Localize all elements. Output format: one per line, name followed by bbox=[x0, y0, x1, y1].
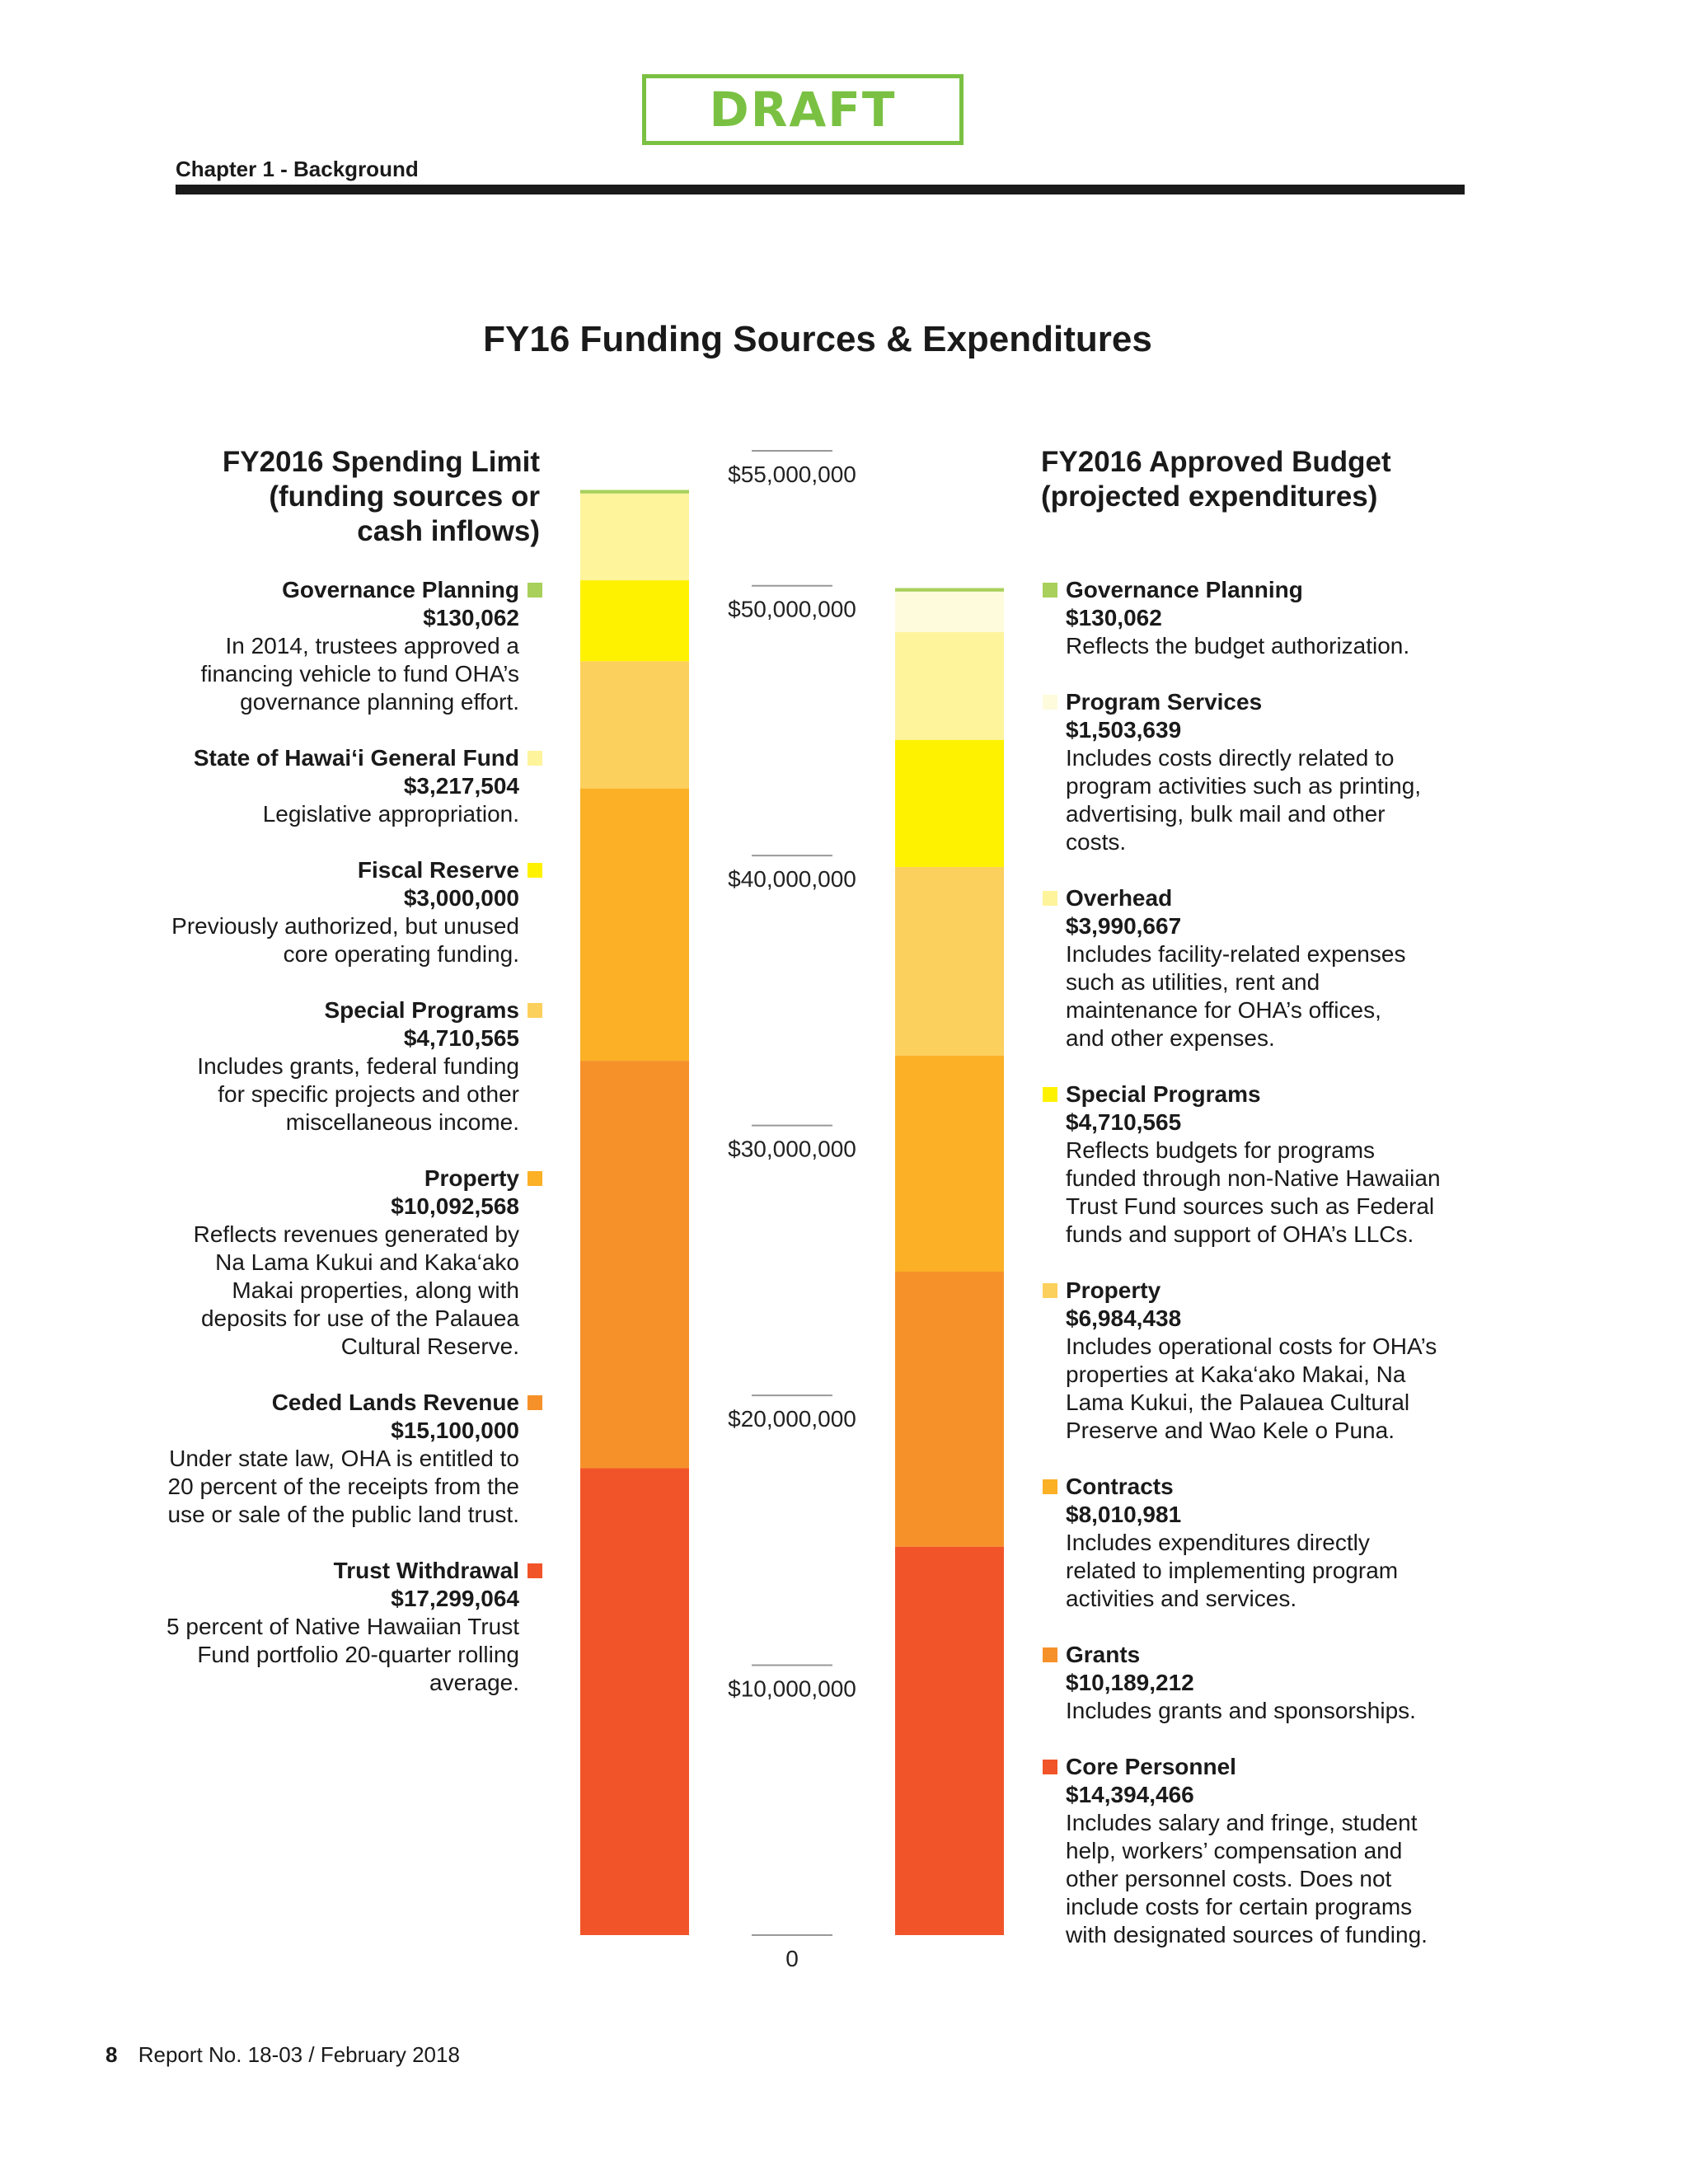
y-tick-label: $20,000,000 bbox=[728, 1406, 856, 1432]
legend-description: maintenance for OHA’s offices, bbox=[1066, 997, 1381, 1023]
left-legend-entry bbox=[58, 1165, 519, 1361]
left-bar-segment bbox=[580, 494, 689, 580]
legend-description: properties at Kaka‘ako Makai, Na bbox=[1066, 1361, 1406, 1387]
right-bar-segment bbox=[895, 1272, 1004, 1547]
legend-name: Governance Planning bbox=[282, 577, 519, 602]
legend-name: Governance Planning bbox=[1066, 577, 1303, 602]
right-bar-segment bbox=[895, 588, 1004, 592]
legend-description: such as utilities, rent and bbox=[1066, 969, 1320, 995]
legend-swatch bbox=[1043, 1647, 1057, 1662]
legend-amount: $15,100,000 bbox=[391, 1418, 519, 1443]
legend-description: help, workers’ compensation and bbox=[1066, 1838, 1403, 1863]
legend-swatch bbox=[1043, 695, 1057, 710]
report-reference: Report No. 18-03 / February 2018 bbox=[138, 2042, 460, 2067]
legend-description: costs. bbox=[1066, 829, 1127, 855]
legend-description: financing vehicle to fund OHA’s bbox=[200, 661, 519, 687]
legend-swatch bbox=[528, 863, 542, 878]
legend-description: Na Lama Kukui and Kaka‘ako bbox=[215, 1249, 519, 1275]
legend-swatch bbox=[1043, 1479, 1057, 1494]
y-tick-label: $50,000,000 bbox=[728, 596, 856, 622]
right-legend-entry bbox=[1066, 1473, 1527, 1613]
legend-description: Reflects budgets for programs bbox=[1066, 1137, 1376, 1163]
legend-amount: $130,062 bbox=[423, 605, 519, 630]
legend-swatch bbox=[528, 1395, 542, 1410]
left-legend-entry bbox=[58, 744, 519, 828]
legend-description: funds and support of OHA’s LLCs. bbox=[1066, 1221, 1414, 1247]
legend-description: Includes expenditures directly bbox=[1066, 1530, 1370, 1555]
page-footer bbox=[106, 2042, 460, 2068]
legend-description: Preserve and Wao Kele o Puna. bbox=[1066, 1418, 1395, 1443]
left-title-line: (funding sources or bbox=[269, 480, 540, 513]
left-bar-segment bbox=[580, 1061, 689, 1468]
legend-description: Includes facility-related expenses bbox=[1066, 941, 1406, 967]
left-bar-segment bbox=[580, 490, 689, 493]
legend-description: Includes operational costs for OHA’s bbox=[1066, 1333, 1437, 1359]
legend-description: funded through non-Native Hawaiian bbox=[1066, 1165, 1441, 1191]
legend-name: Fiscal Reserve bbox=[357, 857, 519, 883]
legend-amount: $4,710,565 bbox=[1066, 1109, 1182, 1135]
left-legend-entry bbox=[58, 996, 519, 1137]
legend-description: Includes grants and sponsorships. bbox=[1066, 1698, 1416, 1723]
legend-amount: $14,394,466 bbox=[1066, 1782, 1194, 1807]
right-bar-segment bbox=[895, 1056, 1004, 1272]
legend-swatch bbox=[528, 1003, 542, 1018]
draft-label: DRAFT bbox=[709, 82, 897, 138]
legend-description: Fund portfolio 20-quarter rolling bbox=[197, 1642, 519, 1667]
left-bar-segment bbox=[580, 580, 689, 661]
right-legend-entry bbox=[1066, 576, 1527, 660]
legend-description: 20 percent of the receipts from the bbox=[167, 1474, 519, 1499]
legend-amount: $17,299,064 bbox=[391, 1586, 519, 1611]
legend-amount: $3,990,667 bbox=[1066, 913, 1182, 939]
legend-description: 5 percent of Native Hawaiian Trust bbox=[166, 1614, 519, 1639]
legend-name: State of Hawai‘i General Fund bbox=[193, 745, 519, 771]
legend-description: Includes grants, federal funding bbox=[197, 1053, 519, 1079]
chapter-heading: Chapter 1 - Background bbox=[176, 157, 419, 181]
right-legend-entry bbox=[1066, 884, 1527, 1052]
legend-description: other personnel costs. Does not bbox=[1066, 1866, 1392, 1891]
legend-description: Cultural Reserve. bbox=[340, 1333, 519, 1359]
legend-swatch bbox=[1043, 583, 1057, 598]
legend-description: include costs for certain programs bbox=[1066, 1894, 1413, 1919]
left-legend-entry bbox=[58, 1557, 519, 1697]
y-tick-label: $40,000,000 bbox=[728, 866, 856, 893]
legend-description: Reflects revenues generated by bbox=[193, 1221, 519, 1247]
legend-description: for specific projects and other bbox=[218, 1081, 519, 1107]
legend-amount: $1,503,639 bbox=[1066, 717, 1182, 743]
right-title-line: FY2016 Approved Budget bbox=[1041, 446, 1391, 478]
legend-description: average. bbox=[429, 1670, 519, 1695]
legend-amount: $4,710,565 bbox=[403, 1025, 519, 1051]
legend-amount: $130,062 bbox=[1066, 605, 1162, 630]
legend-description: Previously authorized, but unused bbox=[171, 913, 519, 939]
left-legend-entry bbox=[58, 856, 519, 968]
legend-swatch bbox=[1043, 1087, 1057, 1102]
legend-description: deposits for use of the Palauea bbox=[200, 1305, 519, 1331]
legend-name: Program Services bbox=[1066, 689, 1263, 715]
legend-amount: $8,010,981 bbox=[1066, 1502, 1182, 1527]
legend-description: use or sale of the public land trust. bbox=[167, 1502, 519, 1527]
legend-description: In 2014, trustees approved a bbox=[225, 633, 519, 658]
legend-description: related to implementing program bbox=[1066, 1558, 1399, 1583]
left-legend-entry bbox=[58, 576, 519, 716]
legend-name: Overhead bbox=[1066, 885, 1173, 911]
legend-name: Property bbox=[424, 1165, 519, 1191]
left-legend-entry bbox=[58, 1389, 519, 1529]
right-legend-entry bbox=[1066, 1753, 1527, 1949]
chart-title: FY16 Funding Sources & Expenditures bbox=[483, 319, 1152, 359]
y-tick-label: $30,000,000 bbox=[728, 1136, 856, 1162]
legend-description: Legislative appropriation. bbox=[262, 801, 519, 827]
legend-description: Under state law, OHA is entitled to bbox=[169, 1446, 519, 1471]
legend-name: Special Programs bbox=[324, 997, 519, 1023]
left-title-line: cash inflows) bbox=[357, 515, 540, 547]
legend-description: core operating funding. bbox=[283, 941, 519, 967]
left-title-line: FY2016 Spending Limit bbox=[222, 446, 540, 478]
left-bar-segment bbox=[580, 661, 689, 788]
right-bar-segment bbox=[895, 632, 1004, 740]
legend-description: with designated sources of funding. bbox=[1066, 1922, 1428, 1947]
legend-amount: $6,984,438 bbox=[1066, 1305, 1182, 1331]
legend-amount: $10,092,568 bbox=[391, 1193, 519, 1219]
legend-amount: $3,217,504 bbox=[403, 773, 519, 799]
page-number: 8 bbox=[106, 2042, 118, 2067]
left-bar-segment bbox=[580, 789, 689, 1061]
legend-name: Ceded Lands Revenue bbox=[271, 1390, 519, 1415]
legend-description: Trust Fund sources such as Federal bbox=[1066, 1193, 1435, 1219]
legend-description: program activities such as printing, bbox=[1066, 773, 1422, 799]
legend-description: miscellaneous income. bbox=[285, 1109, 519, 1135]
legend-description: Reflects the budget authorization. bbox=[1066, 633, 1410, 658]
legend-description: advertising, bulk mail and other bbox=[1066, 801, 1386, 827]
legend-amount: $10,189,212 bbox=[1066, 1670, 1194, 1695]
legend-swatch bbox=[1043, 1760, 1057, 1774]
legend-description: Makai properties, along with bbox=[232, 1277, 519, 1303]
legend-swatch bbox=[528, 1563, 542, 1578]
right-bar-segment bbox=[895, 1547, 1004, 1935]
right-legend-entry bbox=[1066, 688, 1527, 856]
legend-swatch bbox=[528, 751, 542, 766]
legend-swatch bbox=[528, 583, 542, 598]
legend-description: and other expenses. bbox=[1066, 1025, 1275, 1051]
legend-swatch bbox=[528, 1171, 542, 1186]
legend-swatch bbox=[1043, 1283, 1057, 1298]
right-bar-segment bbox=[895, 592, 1004, 632]
legend-swatch bbox=[1043, 891, 1057, 906]
right-legend-entry bbox=[1066, 1277, 1527, 1445]
y-tick-label: $10,000,000 bbox=[728, 1675, 856, 1702]
legend-name: Property bbox=[1066, 1277, 1161, 1303]
legend-name: Core Personnel bbox=[1066, 1754, 1236, 1779]
right-legend-entry bbox=[1066, 1641, 1527, 1725]
legend-amount: $3,000,000 bbox=[403, 885, 519, 911]
legend-name: Contracts bbox=[1066, 1474, 1174, 1499]
left-bar-segment bbox=[580, 1469, 689, 1935]
legend-description: governance planning effort. bbox=[240, 689, 519, 715]
legend-name: Trust Withdrawal bbox=[333, 1558, 519, 1583]
y-tick-label: 0 bbox=[785, 1946, 799, 1971]
legend-description: Lama Kukui, the Palauea Cultural bbox=[1066, 1390, 1410, 1415]
y-tick-label: $55,000,000 bbox=[728, 462, 856, 487]
legend-description: Includes salary and fringe, student bbox=[1066, 1810, 1418, 1835]
legend-description: Includes costs directly related to bbox=[1066, 745, 1395, 771]
right-bar-segment bbox=[895, 867, 1004, 1056]
right-legend-entry bbox=[1066, 1080, 1527, 1249]
right-bar-segment bbox=[895, 740, 1004, 867]
right-title-line: (projected expenditures) bbox=[1041, 480, 1378, 513]
legend-description: activities and services. bbox=[1066, 1586, 1297, 1611]
legend-name: Special Programs bbox=[1066, 1081, 1261, 1107]
legend-name: Grants bbox=[1066, 1642, 1141, 1667]
